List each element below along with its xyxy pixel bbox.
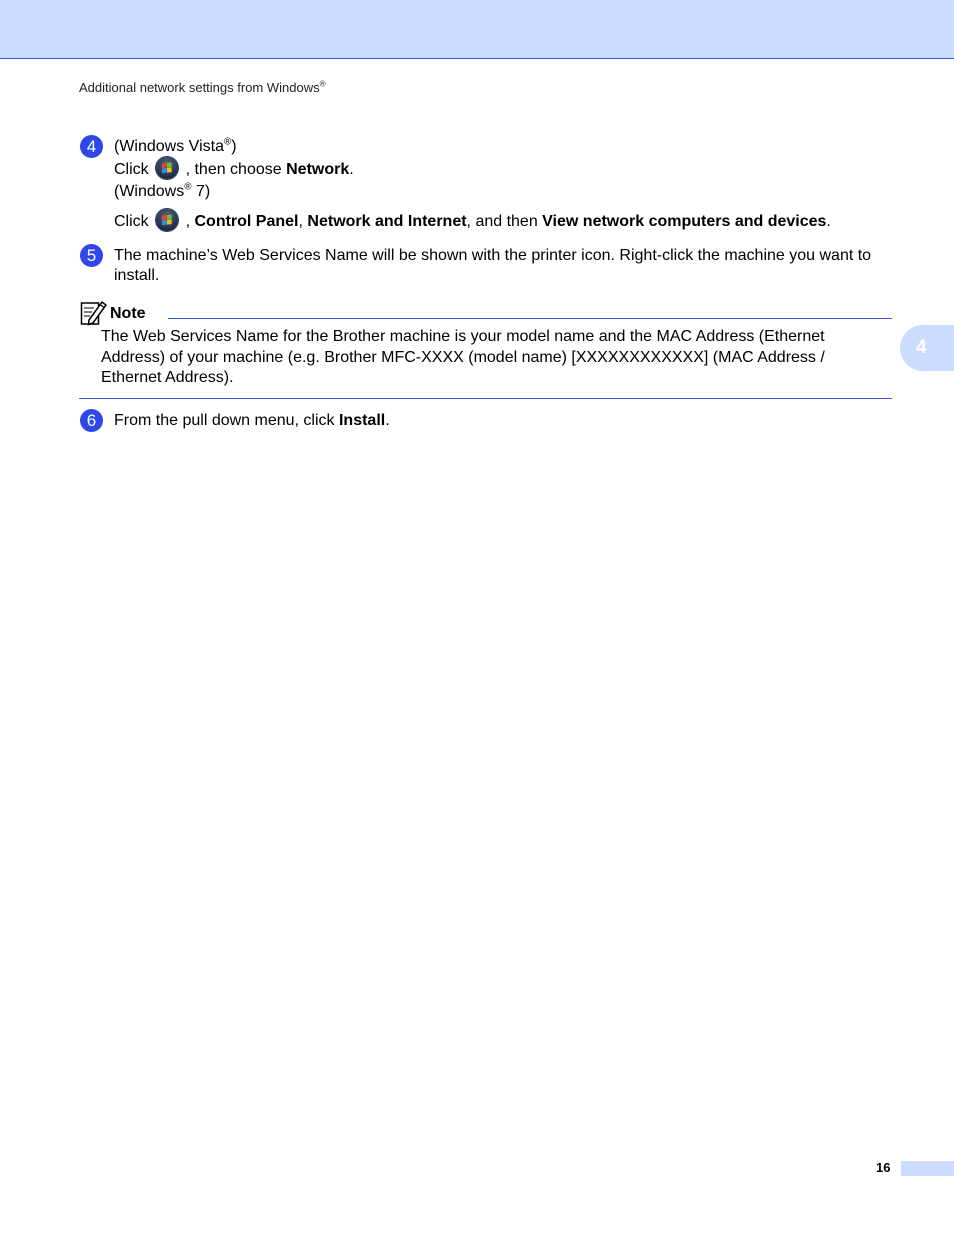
page-number: 16 xyxy=(876,1160,891,1175)
network-menu-name: Network xyxy=(286,161,350,178)
windows-flag-icon xyxy=(162,214,172,225)
chapter-number: 4 xyxy=(916,337,927,358)
step-4-vista-label xyxy=(114,137,237,157)
windows-flag-icon xyxy=(162,162,172,173)
note-bottom-rule xyxy=(79,398,892,399)
running-header-text: Additional network settings from Windows xyxy=(79,80,320,95)
step-6-instruction: From the pull down menu, click xyxy=(114,412,335,429)
click-text: Click xyxy=(114,213,149,230)
vista-label-text: (Windows Vista xyxy=(114,138,224,155)
registered-mark: ® xyxy=(223,136,232,148)
top-header-band xyxy=(0,0,954,59)
running-header xyxy=(79,80,326,95)
step-4-win7-label xyxy=(114,182,210,202)
registered-mark: ® xyxy=(319,79,326,89)
step-4-win7-instruction xyxy=(114,209,831,232)
comma: , xyxy=(298,213,303,230)
click-text: Click xyxy=(114,161,149,178)
win7-label-text: (Windows xyxy=(114,183,185,200)
period: . xyxy=(385,412,390,429)
comma: , xyxy=(185,213,191,230)
note-pencil-icon xyxy=(80,299,107,326)
and-then-text: , and then xyxy=(466,213,538,230)
step-number-6: 6 xyxy=(80,409,103,432)
then-choose-text: , then choose xyxy=(185,161,282,178)
registered-mark: ® xyxy=(184,181,192,193)
step-4-vista-instruction xyxy=(114,157,354,180)
step-number-4: 4 xyxy=(80,135,103,158)
view-network-computers-name: View network computers and devices xyxy=(542,213,827,230)
step-6-text xyxy=(114,411,390,431)
win7-label-close: 7) xyxy=(191,183,211,200)
note-top-rule xyxy=(168,318,892,319)
period: . xyxy=(826,213,831,230)
period: . xyxy=(349,161,354,178)
control-panel-name: Control Panel xyxy=(194,213,299,230)
windows-start-orb-icon xyxy=(156,209,178,231)
chapter-tab xyxy=(900,325,954,371)
install-menu-name: Install xyxy=(338,412,386,429)
network-and-internet-name: Network and Internet xyxy=(307,213,467,230)
windows-start-orb-icon xyxy=(156,157,178,179)
step-5-text: The machine’s Web Services Name will be shown with the printer icon. Right-click the machine you want to install. xyxy=(114,247,872,284)
vista-label-close: ) xyxy=(231,138,237,155)
page-number-bar xyxy=(901,1161,954,1176)
note-body: The Web Services Name for the Brother machine is your model name and the MAC Address (Ethernet Address) of your machine (e.g. Brother MFC-XXXX (model name) [XXXXXXXXXXXX] (MAC Address / Ethernet Address). xyxy=(101,328,825,386)
note-label: Note xyxy=(110,305,146,322)
step-number-5: 5 xyxy=(80,244,103,267)
